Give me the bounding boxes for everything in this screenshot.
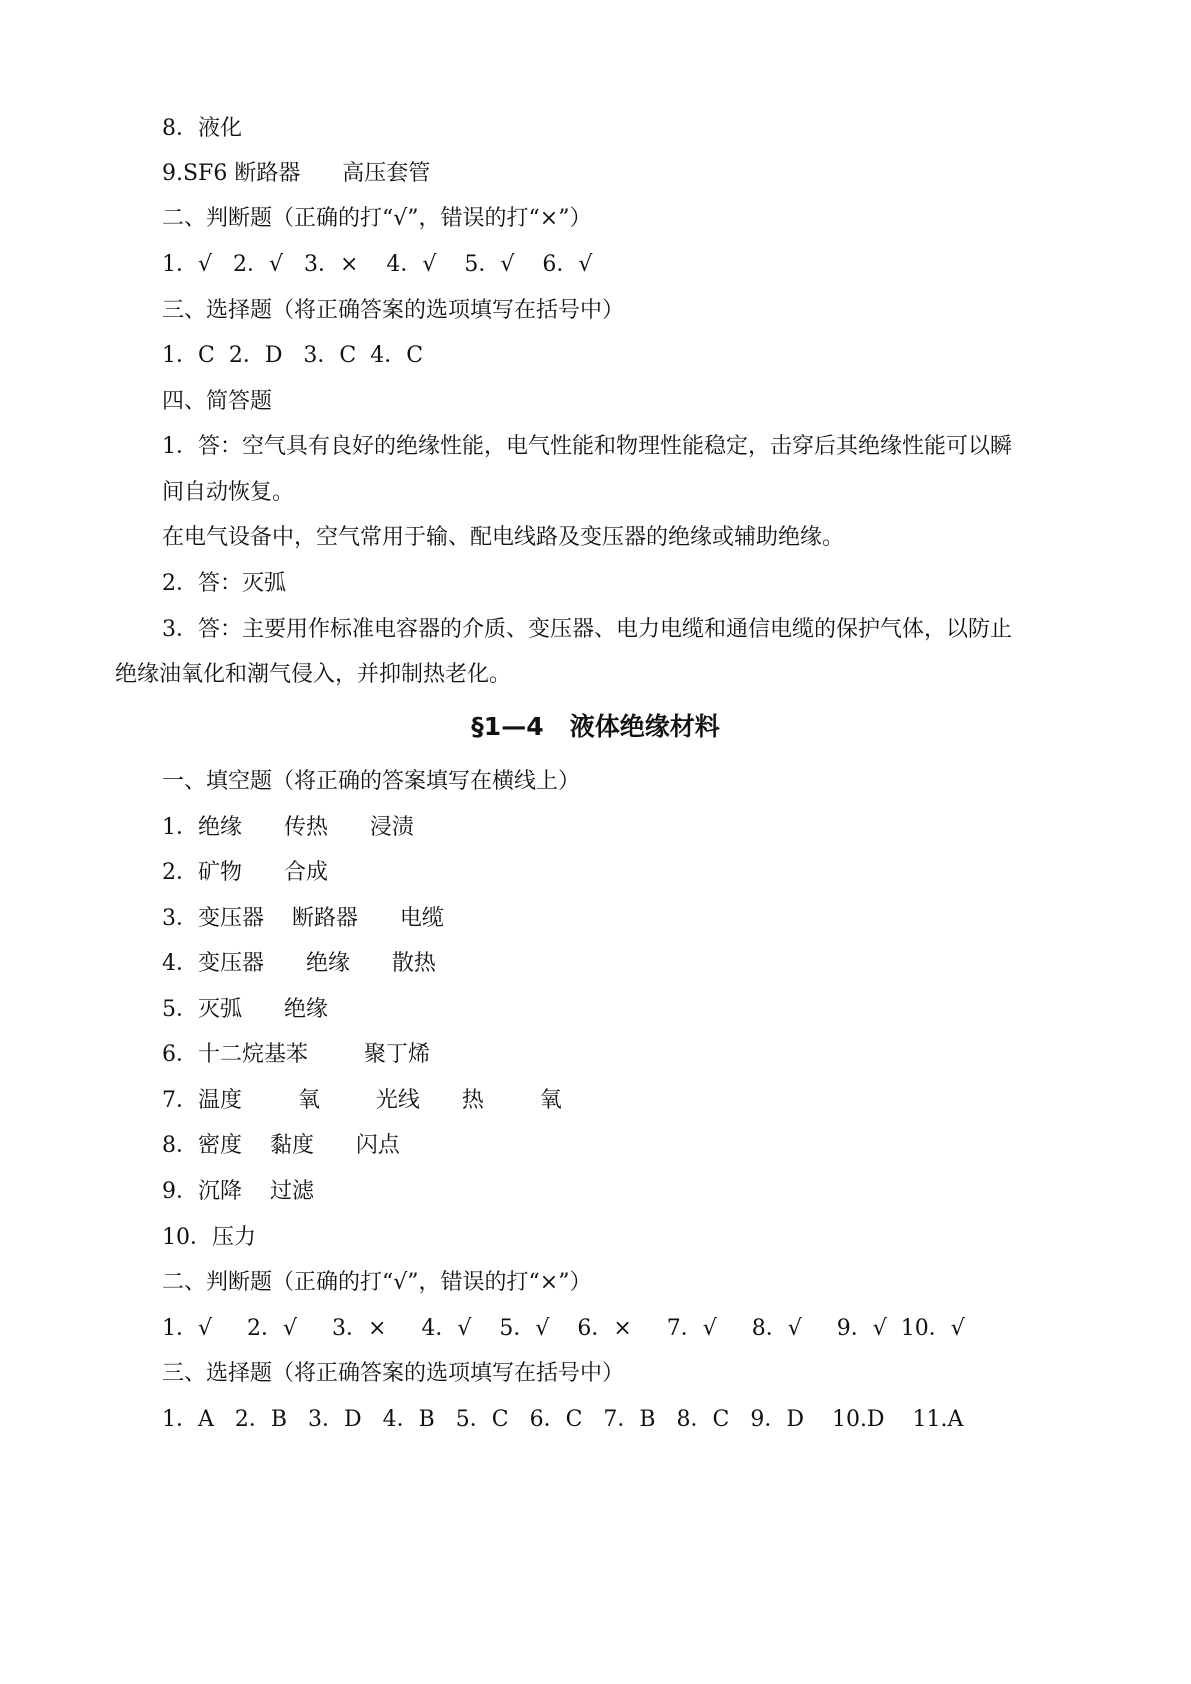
answer-line: 3．变压器 断路器 电缆 [162, 906, 444, 931]
answer-paragraph: 1．答：空气具有良好的绝缘性能，电气性能和物理性能稳定，击穿后其绝缘性能可以瞬 [162, 434, 1012, 459]
answer-paragraph: 3．答：主要用作标准电容器的介质、变压器、电力电缆和通信电缆的保护气体，以防止 [162, 617, 1012, 642]
question-heading: 三、选择题（将正确答案的选项填写在括号中） [162, 1361, 625, 1386]
answer-line: 1．绝缘 传热 浸渍 [162, 815, 414, 840]
answer-line: 10．压力 [162, 1225, 256, 1250]
answer-paragraph: 间自动恢复。 [162, 480, 295, 505]
answer-line: 2．矿物 合成 [162, 860, 328, 885]
answer-paragraph: 绝缘油氧化和潮气侵入，并抑制热老化。 [115, 662, 512, 687]
answer-paragraph: 在电气设备中，空气常用于输、配电线路及变压器的绝缘或辅助绝缘。 [162, 525, 845, 550]
question-heading: 二、判断题（正确的打“√”，错误的打“×”） [162, 206, 592, 231]
answer-line: 1．A 2．B 3．D 4．B 5．C 6．C 7．B 8．C 9．D 10.D 11.A [162, 1407, 964, 1432]
section-title: §1—4 液体绝缘材料 [471, 712, 720, 741]
answer-line: 6．十二烷基苯 聚丁烯 [162, 1042, 430, 1067]
question-heading: 四、简答题 [162, 389, 273, 414]
question-heading: 二、判断题（正确的打“√”，错误的打“×”） [162, 1270, 592, 1295]
answer-line: 1．√ 2．√ 3．× 4．√ 5．√ 6．× 7．√ 8．√ 9．√ 10．√ [162, 1316, 965, 1341]
answer-line: 1．√ 2．√ 3．× 4．√ 5．√ 6．√ [162, 252, 593, 277]
answer-line: 9.SF6 断路器 高压套管 [162, 161, 431, 186]
answer-line: 8．液化 [162, 116, 242, 141]
answer-line: 8．密度 黏度 闪点 [162, 1133, 400, 1158]
answer-line: 4．变压器 绝缘 散热 [162, 951, 436, 976]
question-heading: 一、填空题（将正确的答案填写在横线上） [162, 769, 581, 794]
answer-line: 2．答：灭弧 [162, 571, 286, 596]
answer-line: 5．灭弧 绝缘 [162, 997, 328, 1022]
answer-line: 7．温度 氧 光线 热 氧 [162, 1088, 562, 1113]
question-heading: 三、选择题（将正确答案的选项填写在括号中） [162, 298, 625, 323]
answer-line: 9．沉降 过滤 [162, 1179, 314, 1204]
answer-line: 1．C 2．D 3．C 4．C [162, 343, 424, 368]
